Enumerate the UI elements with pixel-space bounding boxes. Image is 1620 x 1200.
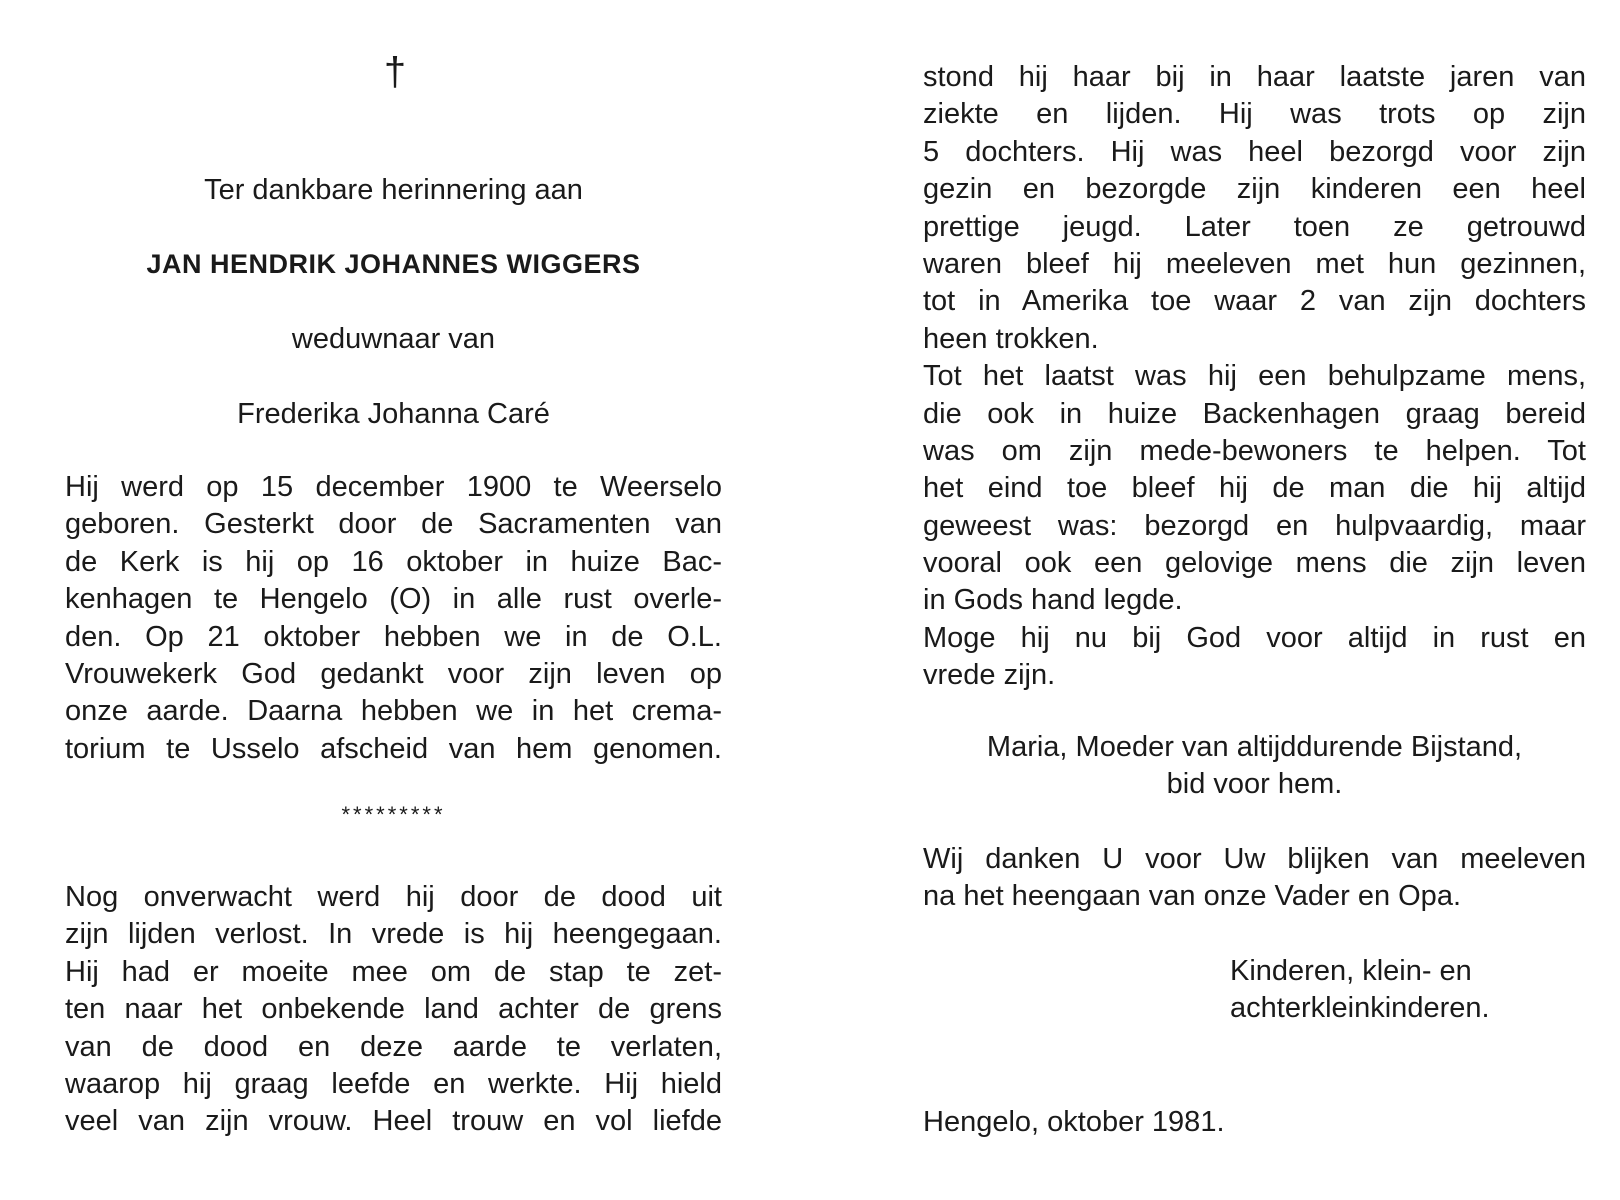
text-line: vooral ook een gelovige mens die zijn leven (923, 547, 1586, 580)
text-line: waarop hij graag leefde en werkte. Hij hield (65, 1067, 722, 1100)
paragraph-birth-death (65, 469, 722, 768)
text-line: waren bleef hij meeleven met hun gezinnen, (923, 247, 1586, 280)
text-line: de Kerk is hij op 16 oktober in huize Bac- (65, 545, 722, 578)
text-line: na het heengaan van onze Vader en Opa. (923, 880, 1462, 913)
intro-text: Ter dankbare herinnering aan (204, 174, 583, 206)
text-line: van de dood en deze aarde te verlaten, (65, 1030, 722, 1063)
paragraph-family (923, 59, 1586, 695)
text-line: onze aarde. Daarna hebben we in het crema- (65, 695, 722, 728)
relation-text: weduwnaar van (291, 323, 496, 355)
text-line: geboren. Gesterkt door de Sacramenten van (65, 508, 722, 541)
text-line: 5 dochters. Hij was heel bezorgd voor zijn (923, 135, 1586, 168)
signature (1230, 953, 1490, 1028)
text-line: Tot het laatst was hij een behulpzame mens, (923, 360, 1586, 393)
text-line: torium te Usselo afscheid van hem genomen. (65, 732, 722, 765)
text-line: den. Op 21 oktober hebben we in de O.L. (65, 620, 722, 653)
text-line: prettige jeugd. Later toen ze getrouwd (923, 210, 1586, 243)
text-line: heen trokken. (923, 322, 1099, 355)
prayer (923, 729, 1586, 804)
text-line: in Gods hand legde. (923, 584, 1183, 617)
text-line: Vrouwekerk God gedankt voor zijn leven op (65, 657, 722, 690)
text-line: het eind toe bleef hij de man die hij altijd (923, 472, 1586, 505)
text-line: bid voor hem. (1166, 768, 1343, 801)
text-line: Wij danken U voor Uw blijken van meeleven (923, 843, 1586, 875)
text-line: Kinderen, klein- en (1230, 955, 1472, 987)
text-line: vrede zijn. (923, 659, 1056, 692)
text-line: zijn lijden verlost. In vrede is hij heengegaan. (65, 918, 722, 951)
text-line: Hij had er moeite mee om de stap te zet- (65, 955, 722, 988)
text-line: Maria, Moeder van altijddurende Bijstand, (986, 731, 1523, 763)
text-line: Hij werd op 15 december 1900 te Weerselo (65, 471, 722, 503)
separator: ********* (341, 802, 446, 827)
text-line: ziekte en lijden. Hij was trots op zijn (923, 98, 1586, 131)
paragraph-reflection (65, 879, 722, 1141)
text-line: die ook in huize Backenhagen graag bereid (923, 397, 1586, 430)
place-date: Hengelo, oktober 1981. (923, 1106, 1225, 1138)
text-line: kenhagen te Hengelo (O) in alle rust overle- (65, 583, 722, 616)
cross-icon: † (383, 50, 407, 94)
text-line: ten naar het onbekende land achter de grens (65, 993, 722, 1026)
text-line: was om zijn mede-bewoners te helpen. Tot (923, 434, 1586, 467)
text-line: achterkleinkinderen. (1230, 992, 1490, 1025)
text-line: Moge hij nu bij God voor altijd in rust en (923, 621, 1586, 654)
text-line: geweest was: bezorgd en hulpvaardig, maar (923, 509, 1586, 542)
text-line: veel van zijn vrouw. Heel trouw en vol liefde (65, 1105, 722, 1138)
text-line: tot in Amerika toe waar 2 van zijn dochters (923, 285, 1586, 318)
thanks (923, 841, 1586, 916)
text-line: gezin en bezorgde zijn kinderen een heel (923, 173, 1586, 206)
deceased-name: JAN HENDRIK JOHANNES WIGGERS (146, 249, 641, 279)
text-line: stond hij haar bij in haar laatste jaren van (923, 61, 1586, 93)
text-line: Nog onverwacht werd hij door de dood uit (65, 881, 722, 913)
spouse-name: Frederika Johanna Caré (237, 398, 550, 430)
